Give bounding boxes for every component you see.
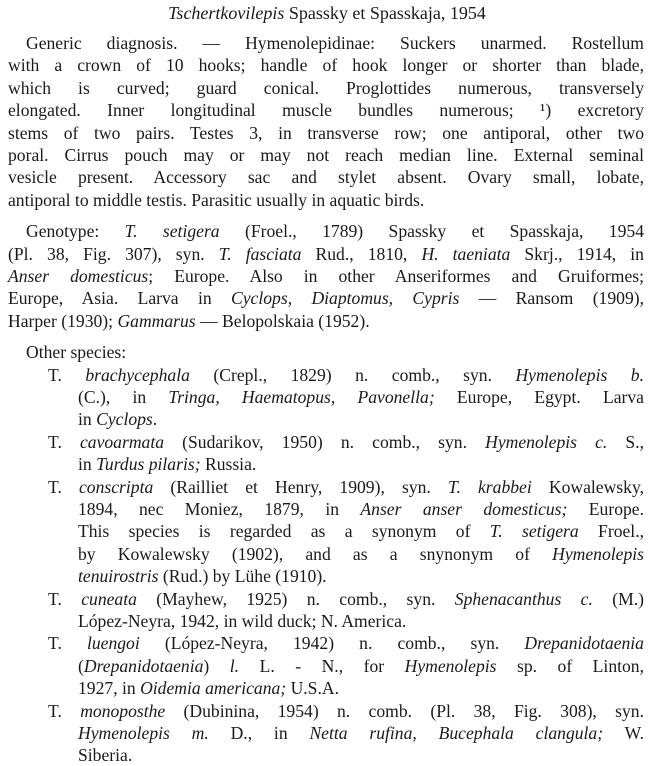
text: Europe, Asia. Larva in	[8, 288, 232, 309]
italic-text: tenuirostris	[78, 566, 159, 587]
diagnosis-line	[8, 77, 644, 99]
italic-text: luengoi	[86, 633, 140, 654]
species-entry-line	[78, 520, 644, 542]
species-entry-line	[48, 476, 644, 498]
italic-text: Hymenolepis c.	[485, 431, 608, 452]
text: stems of two pairs. Testes 3, in transverse row; one antiporal, other two	[8, 122, 644, 143]
text: (Rud.) by Lühe (1910).	[158, 566, 327, 587]
text: (Mayhew, 1925) n. comb., syn.	[136, 588, 455, 609]
text: López-Neyra, 1942, in wild duck; N. America.	[78, 611, 407, 631]
text: sp. of Linton,	[496, 655, 644, 676]
genus-name: Tschertkovilepis	[168, 3, 285, 23]
text: W.	[603, 723, 644, 743]
genotype-line	[8, 265, 644, 287]
italic-text: Hymenolepis b.	[515, 364, 644, 385]
species-entry-line	[48, 588, 644, 610]
italic-text: cuneata	[81, 588, 137, 609]
diagnosis-line	[8, 189, 644, 211]
text: .	[152, 409, 158, 430]
text: (Sudarikov, 1950) n. comb., syn.	[164, 431, 486, 452]
species-entry-line	[78, 744, 644, 766]
text: (C.), in	[78, 387, 169, 407]
italic-text: Cyclops	[96, 409, 153, 430]
species-entry-line	[78, 722, 644, 744]
text: vesicle present. Accessory sac and stylet absent. Ovary small, lobate,	[8, 167, 644, 188]
genotype-line	[26, 220, 644, 242]
italic-text: Turdus pilaris;	[96, 454, 201, 475]
italic-text: conscripta	[78, 476, 154, 497]
italic-text: brachycephala	[85, 364, 190, 385]
text: T.	[48, 431, 80, 452]
species-entry-line	[78, 565, 644, 587]
text: Rud., 1810,	[301, 243, 422, 264]
diagnosis-line	[8, 122, 644, 144]
italic-text: T. setigera	[124, 221, 220, 242]
text: (Railliet et Henry, 1909), syn.	[153, 476, 448, 497]
italic-text: T. krabbei	[447, 476, 532, 497]
italic-text: cavoarmata	[79, 431, 165, 452]
text: Skrj., 1914, in	[510, 243, 644, 264]
text: T.	[48, 633, 87, 654]
text: (Froel., 1789) Spassky et Spasskaja, 1954	[219, 221, 644, 242]
other-species-heading	[26, 341, 644, 363]
italic-text: Anser anser domesticus;	[360, 499, 568, 519]
text: T.	[48, 588, 82, 609]
italic-text: Gammarus	[117, 310, 196, 331]
italic-text: l.	[229, 655, 240, 676]
text: L. - N., for	[239, 655, 405, 676]
italic-text: Hymenolepis	[404, 655, 497, 676]
text: (Crepl., 1829) n. comb., syn.	[189, 364, 516, 385]
italic-text: Netta rufina, Bucephala clangula;	[309, 723, 604, 743]
text: Generic diagnosis. — Hymenolepidinae: Suckers unarmed. Rostellum	[26, 33, 644, 53]
text: Europe.	[567, 499, 644, 519]
text: Kowalewsky,	[531, 476, 644, 497]
text: Siberia.	[78, 745, 133, 766]
italic-text: T. setigera	[489, 521, 579, 542]
text: with a crown of 10 hooks; handle of hook longer or shorter than blade,	[8, 55, 644, 76]
species-entry-line	[78, 677, 644, 699]
species-entry-line	[78, 408, 644, 430]
species-entry-line	[78, 543, 644, 565]
italic-text: monoposthe	[80, 700, 166, 721]
diagnosis-line	[8, 54, 644, 76]
species-entry-line	[78, 498, 644, 520]
genotype-line	[8, 243, 644, 265]
genotype-line	[8, 310, 644, 332]
text: — Ransom (1909),	[459, 288, 644, 309]
italic-text: Hymenolepis	[552, 543, 644, 564]
text: T.	[48, 476, 79, 497]
species-entry-line	[78, 386, 644, 408]
genus-authority: Spassky et Spasskaja, 1954	[284, 3, 486, 23]
text: (M.)	[592, 588, 645, 609]
text: (López-Neyra, 1942) n. comb., syn.	[139, 633, 525, 654]
italic-text: Hymenolepis m.	[78, 723, 209, 743]
text: poral. Cirrus pouch may or may not reach median line. External seminal	[8, 145, 644, 165]
species-entry-line	[48, 700, 644, 722]
species-entry-line	[78, 453, 644, 475]
italic-text: Anser domesticus	[8, 266, 149, 286]
italic-text: Sphenacanthus c.	[454, 588, 593, 609]
diagnosis-line	[26, 32, 644, 54]
text: by Kowalewsky (1902), and as a snynonym of	[78, 543, 553, 564]
text: Harper (1930);	[8, 310, 118, 331]
text: elongated. Inner longitudinal muscle bundles numerous; ¹) excretory	[8, 100, 644, 121]
text: which is curved; guard conical. Proglottides numerous, transversely	[8, 77, 644, 98]
text: T.	[48, 364, 86, 385]
text: )	[203, 655, 230, 676]
italic-text: Cyclops, Diaptomus, Cypris	[231, 288, 460, 309]
text: Europe, Egypt. Larva	[434, 387, 644, 407]
text: (	[78, 655, 84, 676]
italic-text: Oidemia americana;	[140, 678, 287, 699]
text: S.,	[607, 431, 645, 452]
italic-text: T. fasciata	[218, 243, 302, 264]
genus-heading	[0, 0, 654, 26]
text: in	[78, 454, 97, 475]
text: antiporal to middle testis. Parasitic usually in aquatic birds.	[8, 189, 425, 210]
text: (Pl. 38, Fig. 307), syn.	[8, 243, 219, 264]
diagnosis-line	[8, 99, 644, 121]
text: D., in	[208, 723, 310, 743]
diagnosis-line	[8, 144, 644, 166]
text: (Dubinina, 1954) n. comb. (Pl. 38, Fig. 308), syn.	[165, 700, 644, 721]
species-entry-line	[48, 364, 644, 386]
species-entry-line	[48, 431, 644, 453]
text: Froel.,	[578, 521, 644, 542]
text: 1927, in	[78, 678, 141, 699]
text: in	[78, 409, 97, 430]
italic-text: Tringa, Haematopus, Pavonella;	[168, 387, 435, 407]
genotype-line	[8, 287, 644, 309]
species-entry-line	[78, 610, 644, 632]
text: — Belopolskaia (1952).	[195, 310, 370, 331]
text: This species is regarded as a synonym of	[78, 521, 490, 542]
italic-text: H. taeniata	[421, 243, 511, 264]
italic-text: Drepanidotaenia	[524, 633, 644, 654]
species-entry-line	[48, 632, 644, 654]
text: 1894, nec Moniez, 1879, in	[78, 499, 361, 519]
text: T.	[48, 700, 81, 721]
text: Other species:	[26, 342, 127, 363]
text: ; Europe. Also in other Anseriformes and Gruiformes;	[148, 266, 644, 286]
species-entry-line	[78, 655, 644, 677]
text: Genotype:	[26, 221, 125, 242]
text: Russia.	[200, 454, 257, 475]
text: U.S.A.	[286, 678, 339, 699]
italic-text: Drepanidotaenia	[83, 655, 204, 676]
diagnosis-line	[8, 166, 644, 188]
